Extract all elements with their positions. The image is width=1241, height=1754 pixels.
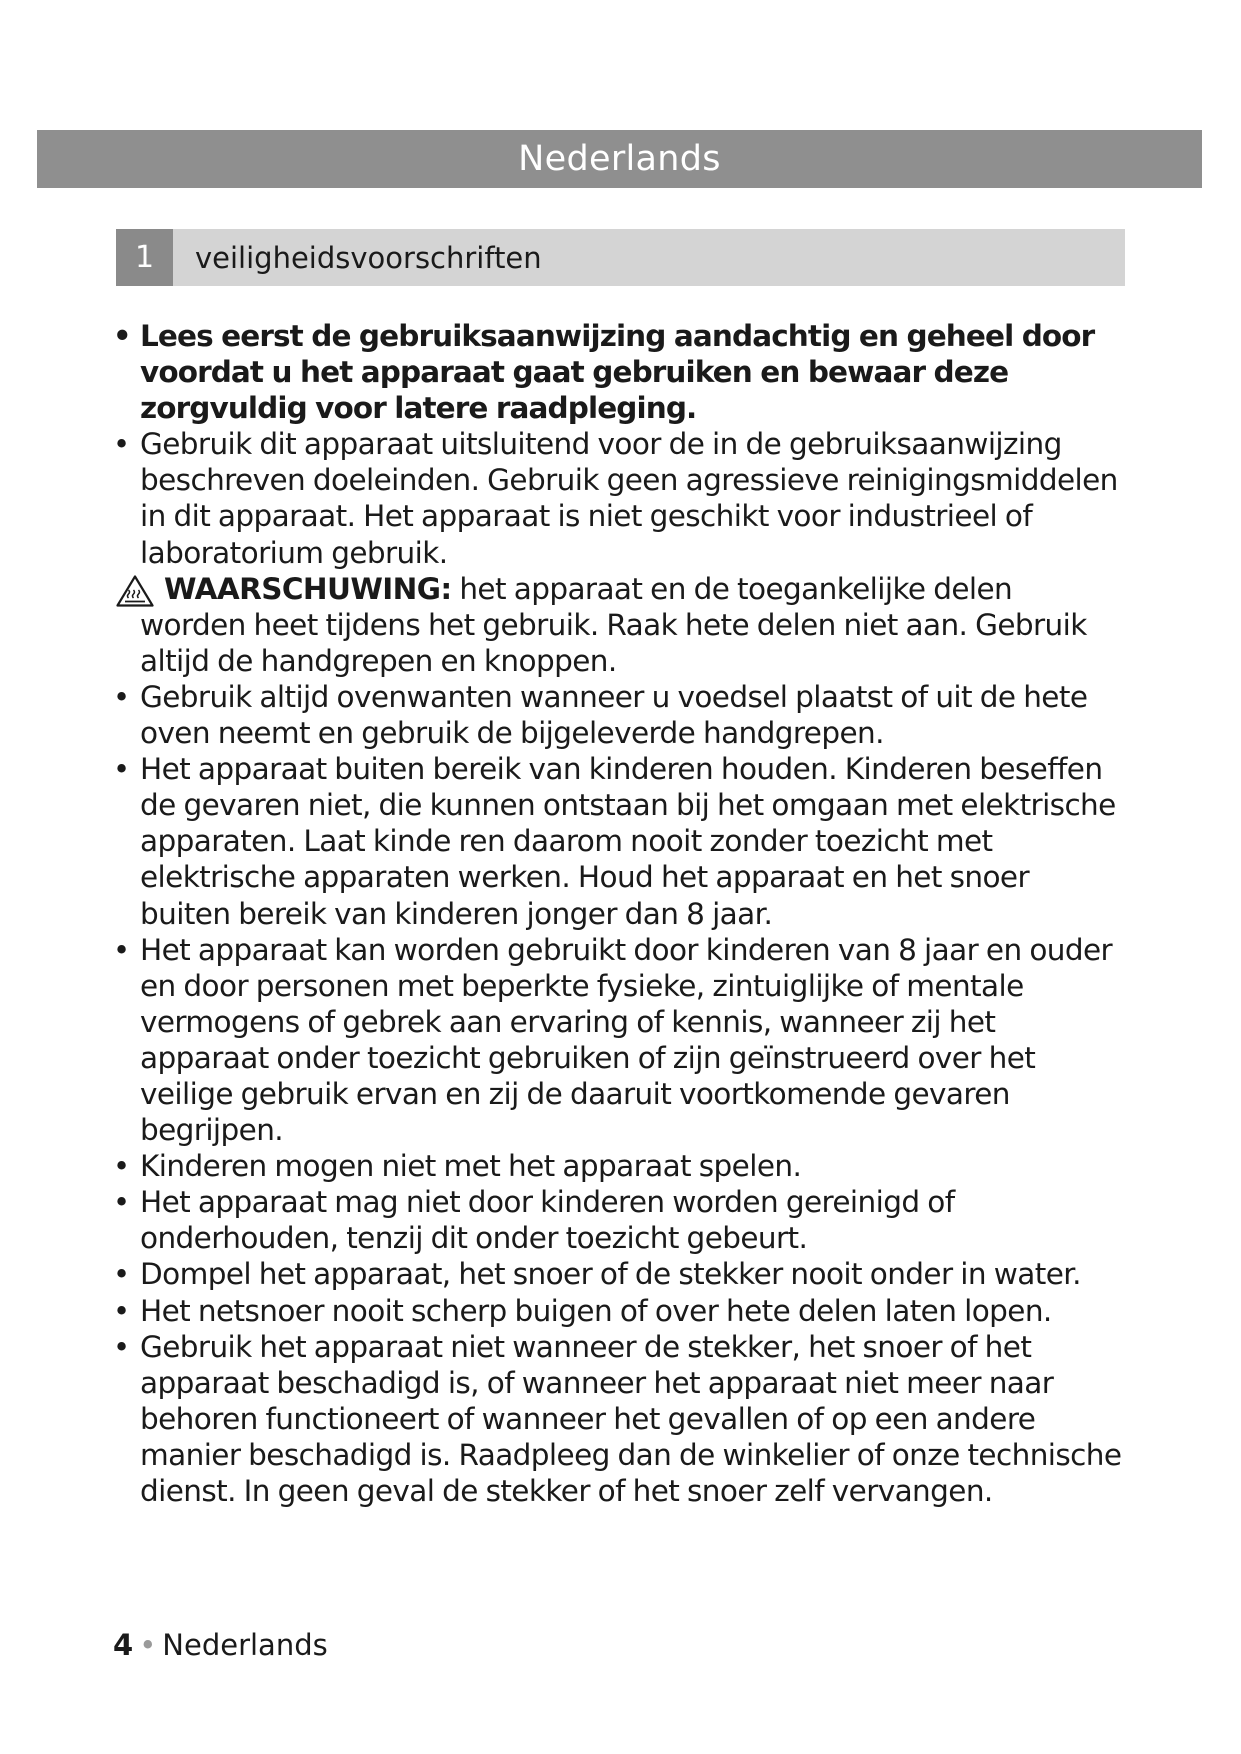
list-item <box>113 932 1123 1149</box>
safety-instructions-list <box>113 318 1123 1509</box>
list-item <box>113 679 1123 751</box>
bullet: • <box>113 752 130 787</box>
section-title: veiligheidsvoorschriften <box>195 240 542 275</box>
bullet: • <box>113 1185 130 1220</box>
language-banner <box>37 130 1202 188</box>
bullet: • <box>113 1329 130 1364</box>
list-item-text: Dompel het apparaat, het snoer of de stekker nooit onder in water. <box>140 1257 1081 1292</box>
list-item-text: Het apparaat buiten bereik van kinderen houden. Kinderen beseffen de gevaren niet, die kunnen ontstaan bij het omgaan met elektrische apparaten. Laat kinde ren daarom nooit zonder toezicht met elektrische apparaten werken. Houd het apparaat en het snoer buiten bereik van kinderen jonger dan 8 jaar. <box>140 752 1116 931</box>
list-item-text: Gebruik altijd ovenwanten wanneer u voedsel plaatst of uit de hete oven neemt en gebruik de bijgeleverde handgrepen. <box>140 679 1088 751</box>
list-item-text: Het netsnoer nooit scherp buigen of over hete delen laten lopen. <box>140 1293 1052 1328</box>
list-item <box>113 751 1123 931</box>
list-item-text: Kinderen mogen niet met het apparaat spelen. <box>140 1149 802 1184</box>
bullet: • <box>113 1149 130 1184</box>
bullet: • <box>113 319 131 353</box>
warning-item <box>113 571 1123 679</box>
list-item-text: Lees eerst de gebruiksaanwijzing aandachtig en geheel door voordat u het apparaat gaat gebruiken en bewaar deze zorgvuldig voor latere raadpleging. <box>140 319 1095 426</box>
list-item <box>113 1329 1123 1509</box>
warning-label: WAARSCHUWING: <box>164 571 452 606</box>
footer-language: Nederlands <box>162 1628 328 1662</box>
list-item <box>113 1184 1123 1256</box>
hot-surface-warning-icon <box>116 575 154 607</box>
section-number: 1 <box>116 229 173 286</box>
list-item <box>113 1148 1123 1184</box>
section-header <box>116 229 1125 286</box>
bullet: • <box>113 1257 130 1292</box>
warning-text: het apparaat en de toegankelijke delen worden heet tijdens het gebruik. Raak hete delen niet aan. Gebruik altijd de handgrepen en knoppen. <box>140 571 1087 678</box>
bullet: • <box>113 427 130 462</box>
bullet: • <box>113 932 130 967</box>
list-item <box>113 1293 1123 1329</box>
list-item-text: Het apparaat kan worden gebruikt door kinderen van 8 jaar en ouder en door personen met beperkte fysieke, zintuiglijke of mentale vermogens of gebrek aan ervaring of kennis, wanneer zij het apparaat onder toezicht gebruiken of zijn geïnstrueerd over het veilige gebruik ervan en zij de daaruit voortkomende gevaren begrijpen. <box>140 932 1113 1148</box>
page-number: 4 <box>113 1628 134 1662</box>
bullet: • <box>113 1293 130 1328</box>
list-item-text: Gebruik dit apparaat uitsluitend voor de in de gebruiksaanwijzing beschreven doeleinden. Gebruik geen agressieve reinigingsmiddelen in dit apparaat. Het apparaat is niet geschikt voor industrieel of laboratorium gebruik. <box>140 427 1118 570</box>
language-banner-title: Nederlands <box>518 139 721 179</box>
list-item <box>113 426 1123 570</box>
page-footer <box>113 1628 328 1662</box>
list-item-text: Het apparaat mag niet door kinderen worden gereinigd of onderhouden, tenzij dit onder toezicht gebeurt. <box>140 1185 955 1256</box>
footer-separator: • <box>139 1628 157 1662</box>
list-item <box>113 318 1123 426</box>
list-item-text: Gebruik het apparaat niet wanneer de stekker, het snoer of het apparaat beschadigd is, of wanneer het apparaat niet meer naar behoren functioneert of wanneer het gevallen of op een andere manier beschadigd is. Raadpleeg dan de winkelier of onze technische dienst. In geen geval de stekker of het snoer zelf vervangen. <box>140 1329 1122 1508</box>
list-item <box>113 1256 1123 1292</box>
bullet: • <box>113 679 130 714</box>
